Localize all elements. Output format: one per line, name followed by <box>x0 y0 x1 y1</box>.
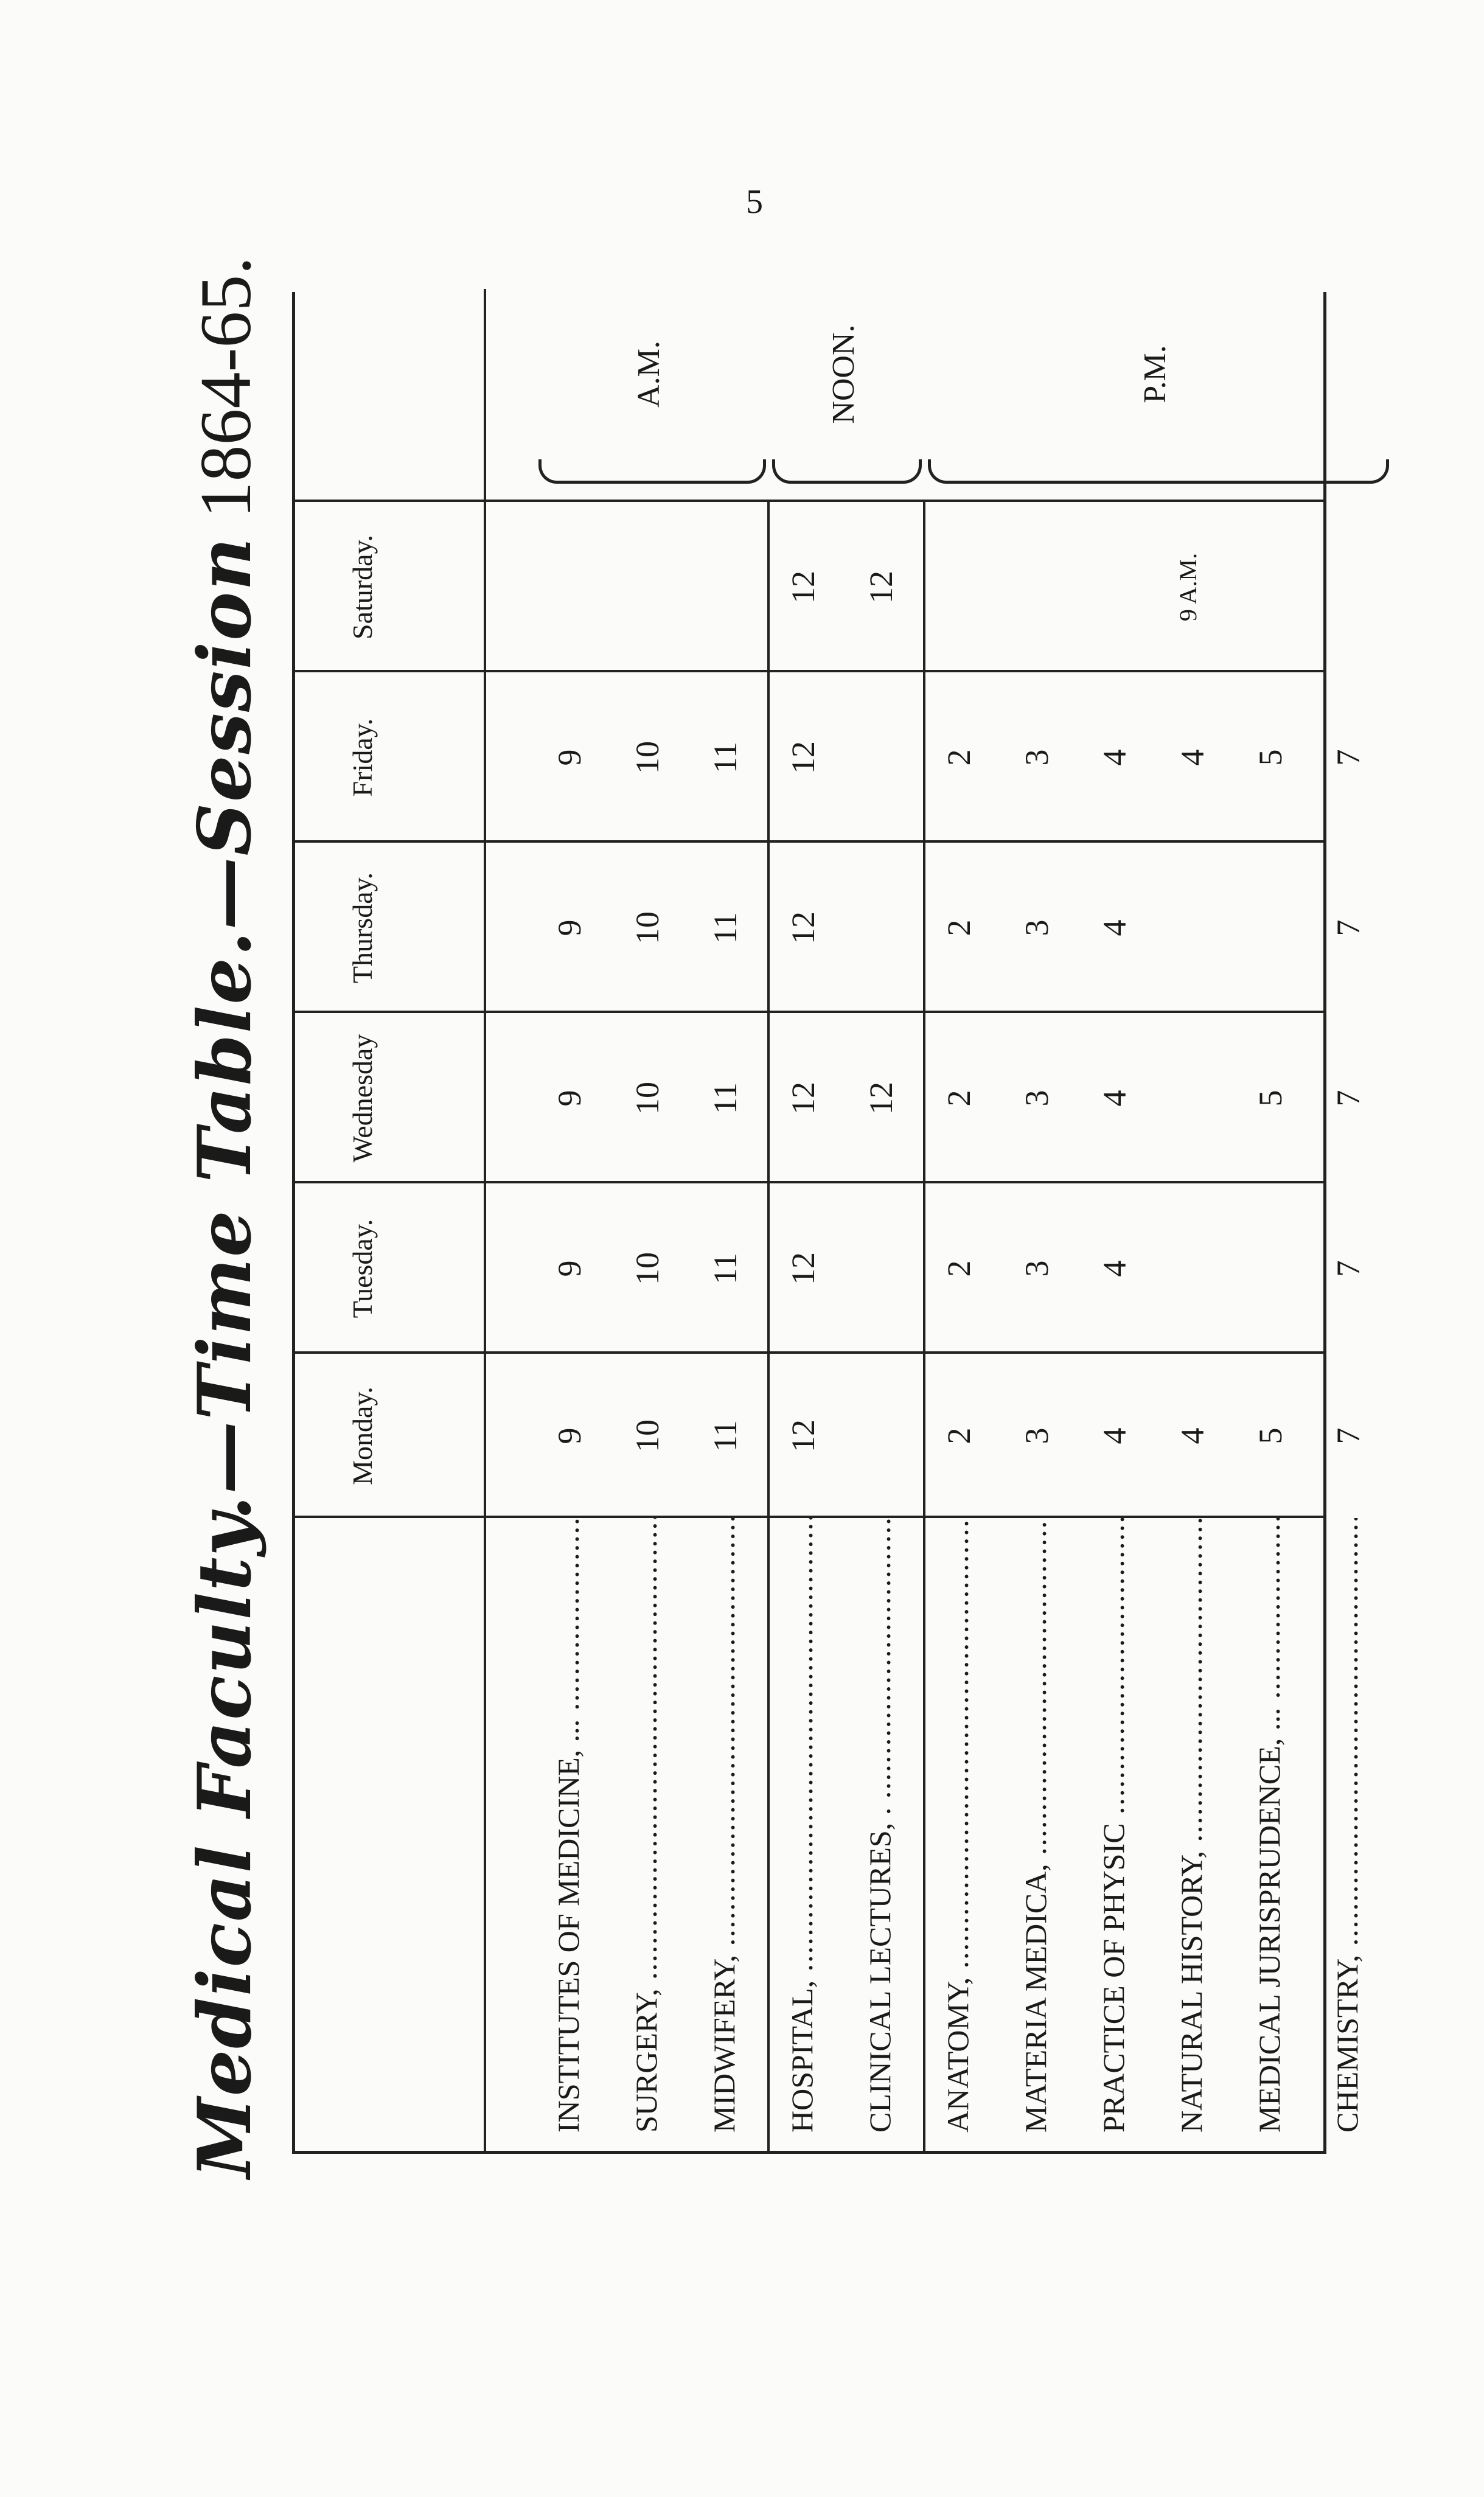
time-cell: 2 <box>941 919 977 936</box>
time-cell: 4 <box>1174 749 1211 766</box>
time-cell: 12 <box>785 1419 821 1452</box>
time-cell: 9 <box>551 1090 588 1107</box>
column-divider <box>295 1011 1323 1013</box>
time-cell: 11 <box>707 1420 744 1452</box>
time-cell: 10 <box>629 1419 666 1452</box>
time-cell: 10 <box>629 1252 666 1285</box>
subject-label: MIDWIFERY, ..... <box>706 1518 742 2133</box>
page-title <box>170 256 280 2178</box>
subject-label: CHEMISTRY, ..... <box>1329 1518 1365 2133</box>
time-cell: 4 <box>1096 919 1133 936</box>
day-header-thursday: Thursday. <box>346 872 378 984</box>
subject-label: ANATOMY, ..... <box>940 1518 975 2133</box>
time-cell: 10 <box>629 741 666 774</box>
time-cell: 5 <box>1252 749 1289 766</box>
day-header-tuesday: Tuesday. <box>346 1219 378 1318</box>
period-am-label: A.M. <box>632 341 666 408</box>
time-cell: 5 <box>1252 1090 1289 1107</box>
time-cell: 12 <box>785 741 821 774</box>
title-gothic: Medical Faculty.—Time Table.—Session <box>182 536 268 2178</box>
rotated-page-content <box>170 256 1367 2178</box>
time-cell: 12 <box>863 1082 899 1115</box>
header-divider <box>484 289 486 502</box>
subject-label: INSTITUTES OF MEDICINE, ... ..... <box>551 1518 586 2133</box>
time-cell: 11 <box>707 1082 744 1114</box>
time-cell: 2 <box>941 1427 977 1444</box>
time-cell: 7 <box>1330 1260 1367 1277</box>
time-cell: 4 <box>1096 749 1133 766</box>
time-cell: 3 <box>1019 1427 1055 1444</box>
column-divider <box>295 670 1323 672</box>
time-cell: 5 <box>1252 1427 1289 1444</box>
time-cell: 12 <box>785 1082 821 1115</box>
subject-label: MATERIA MEDICA, ..... <box>1018 1518 1053 2133</box>
title-year: 1864-65. <box>185 256 266 518</box>
page-number: 5 <box>746 183 763 221</box>
period-pm-label: P.M. <box>1138 345 1172 403</box>
time-cell: 11 <box>707 912 744 944</box>
time-cell: 7 <box>1330 749 1367 766</box>
period-brace <box>772 459 922 484</box>
time-cell: 9 A.M. <box>1174 552 1202 622</box>
period-noon-label: NOON. <box>826 324 861 424</box>
time-cell: 4 <box>1096 1260 1133 1277</box>
time-cell: 7 <box>1330 919 1367 936</box>
header-divider <box>484 502 486 2151</box>
time-cell: 10 <box>629 1082 666 1115</box>
group-divider <box>767 502 770 2151</box>
time-cell: 12 <box>863 571 899 604</box>
day-header-wednesday: Wednesday <box>346 1034 378 1163</box>
time-cell: 7 <box>1330 1427 1367 1444</box>
time-cell: 3 <box>1019 749 1055 766</box>
subject-label: SURGERY, ..... <box>629 1518 664 2133</box>
time-cell: 10 <box>629 911 666 944</box>
subject-label: NATURAL HISTORY, ..... <box>1174 1518 1209 2133</box>
day-header-saturday: Saturday. <box>346 534 378 640</box>
time-cell: 12 <box>785 1252 821 1285</box>
subject-label: CLINICAL LECTURES, . ..... <box>862 1518 897 2133</box>
column-divider <box>295 840 1323 843</box>
day-header-friday: Friday. <box>346 718 378 797</box>
time-cell: 3 <box>1019 919 1055 936</box>
time-cell: 7 <box>1330 1090 1367 1107</box>
time-cell: 12 <box>785 911 821 944</box>
time-cell: 4 <box>1096 1090 1133 1107</box>
time-cell: 4 <box>1096 1427 1133 1444</box>
column-divider <box>295 1351 1323 1354</box>
subject-label: HOSPITAL, ..... <box>784 1518 820 2133</box>
time-cell: 11 <box>707 742 744 773</box>
column-divider <box>295 500 1323 502</box>
group-divider <box>923 502 925 2151</box>
time-cell: 12 <box>785 571 821 604</box>
time-cell: 11 <box>707 1253 744 1284</box>
time-cell: 2 <box>941 1090 977 1107</box>
day-header-monday: Monday. <box>346 1387 378 1485</box>
time-cell: 4 <box>1174 1427 1211 1444</box>
time-cell: 9 <box>551 1427 588 1444</box>
subject-label: MEDICAL JURISPRUDENCE, ... ..... <box>1252 1518 1287 2133</box>
period-brace <box>538 459 766 484</box>
subject-label: PRACTICE OF PHYSIC ..... <box>1096 1518 1131 2133</box>
timetable <box>292 292 1367 2154</box>
time-cell: 9 <box>551 919 588 936</box>
time-cell: 3 <box>1019 1260 1055 1277</box>
column-divider <box>295 1181 1323 1183</box>
period-brace <box>928 459 1389 484</box>
time-cell: 2 <box>941 749 977 766</box>
time-cell: 3 <box>1019 1090 1055 1107</box>
time-cell: 2 <box>941 1260 977 1277</box>
time-cell: 9 <box>551 749 588 766</box>
time-cell: 9 <box>551 1260 588 1277</box>
